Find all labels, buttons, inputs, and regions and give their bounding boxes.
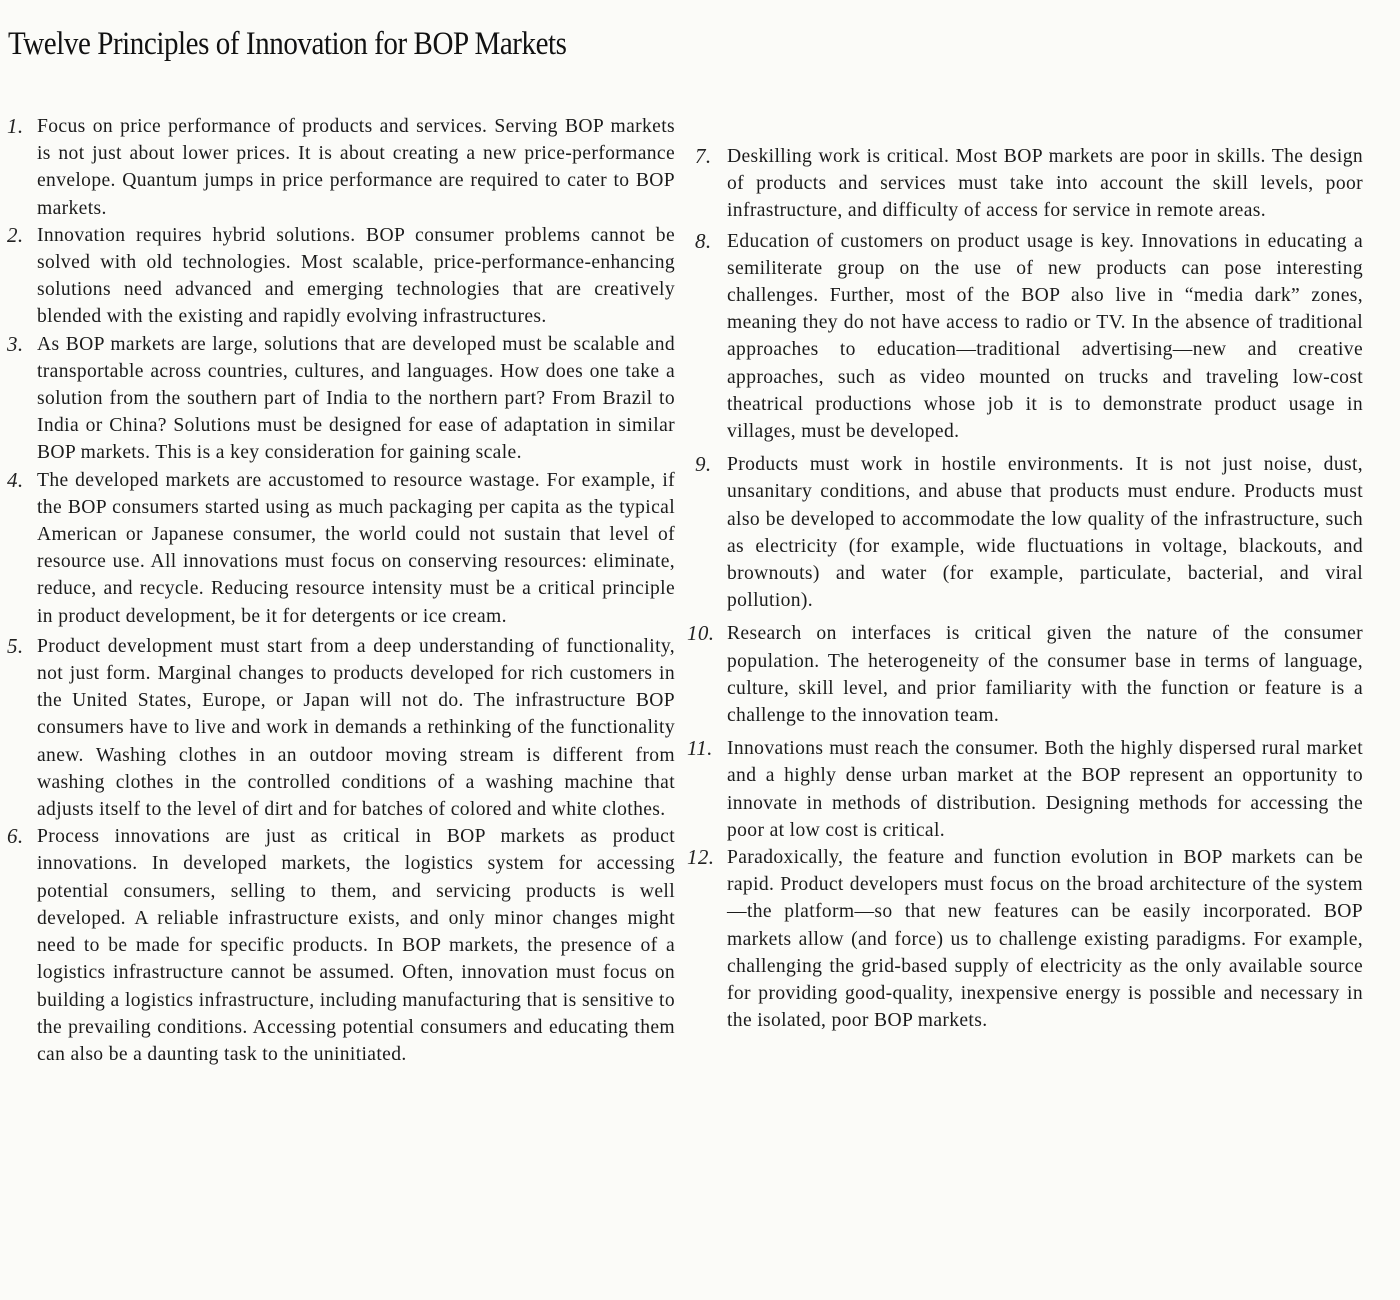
principle-item-12 [687,844,1363,1034]
principle-text: The developed markets are accustomed to resource wastage. For example, if the BOP consumers started using as much packaging per capita as the typical American or Japanese consumer, the world could not sustain that level of resource use. All innovations must focus on conserving resources: eliminate, reduce, and recycle. Reducing resource intensity must be a critical principle in product development, be it for detergents or ice cream. [37,469,675,627]
principle-number: 10. [687,621,715,646]
principle-text: Product development must start from a deep understanding of functionality, not just form. Marginal changes to products developed for rich customers in the United States, Europe, or Japan will not do. The infrastructure BOP consumers have to live and work in demands a rethinking of the functionality anew. Washing clothes in an outdoor moving stream is different from washing clothes in the controlled conditions of a washing machine that adjusts itself to the level of dirt and for batches of colored and white clothes. [37,635,675,821]
principle-item-1 [7,113,675,222]
principle-item-2 [7,222,675,331]
page-title: Twelve Principles of Innovation for BOP Markets [8,26,567,62]
principle-text: Education of customers on product usage is key. Innovations in educating a semiliterate group on the use of new products can pose interesting challenges. Further, most of the BOP also live in “media dark” zones, meaning they do not have access to radio or TV. In the absence of traditional approaches to education—traditional advertising—new and creative approaches, such as video mounted on trucks and traveling low-cost theatrical productions whose job it is to demonstrate product usage in villages, must be developed. [727,230,1363,443]
principle-item-7 [695,143,1363,225]
principle-item-5 [7,633,675,823]
principle-item-9 [695,451,1363,614]
principle-text: Paradoxically, the feature and function evolution in BOP markets can be rapid. Product developers must focus on the broad architecture of the system—the platform—so that new features can be easily incorporated. BOP markets allow (and force) us to challenge existing paradigms. For example, challenging the grid-based supply of electricity as the only available source for providing good-quality, inexpensive energy is possible and necessary in the isolated, poor BOP markets. [727,847,1363,1032]
principle-item-10 [687,620,1363,729]
principle-item-3 [7,331,675,467]
principle-number: 11. [687,736,713,761]
principle-text: Products must work in hostile environments. It is not just noise, dust, unsanitary conditions, and abuse that products must endure. Products must also be developed to accommodate the low quality of the infrastructure, such as electricity (for example, wide fluctuations in voltage, blackouts, and brownouts) and water (for example, particulate, bacterial, and viral pollution). [727,454,1363,612]
principle-number: 2. [7,222,24,247]
principle-item-6 [7,823,675,1068]
principle-text: Process innovations are just as critical in BOP markets as product innovations. In developed markets, the logistics system for accessing potential consumers, selling to them, and servicing products is well developed. A reliable infrastructure exists, and only minor changes might need to be made for specific products. In BOP markets, the presence of a logistics infrastructure cannot be assumed. Often, innovation must focus on building a logistics infrastructure, including manufacturing that is sensitive to the prevailing conditions. Accessing potential consumers and educating them can also be a daunting task to the uninitiated. [37,826,675,1065]
principle-number: 1. [7,114,24,138]
principle-text: Focus on price performance of products and services. Serving BOP markets is not just about lower prices. It is about creating a new price-performance envelope. Quantum jumps in price performance are required to cater to BOP markets. [37,116,675,219]
principle-text: As BOP markets are large, solutions that are developed must be scalable and transportable across countries, cultures, and languages. How does one take a solution from the southern part of India to the northern part? From Brazil to India or China? Solutions must be designed for ease of adaptation in similar BOP markets. This is a key consideration for gaining scale. [37,333,675,464]
principle-number: 4. [7,467,24,492]
principle-number: 7. [695,144,712,168]
principle-text: Deskilling work is critical. Most BOP markets are poor in skills. The design of products and services must take into account the skill levels, poor infrastructure, and difficulty of access for service in remote areas. [727,146,1363,222]
principle-number: 9. [695,452,712,477]
principle-number: 12. [687,845,715,870]
principle-text: Innovations must reach the consumer. Both the highly dispersed rural market and a highly dense urban market at the BOP represent an opportunity to innovate in methods of distribution. Designing methods for accessing the poor at low cost is critical. [727,738,1363,841]
principle-text: Research on interfaces is critical given the nature of the consumer population. The heterogeneity of the consumer base in terms of language, culture, skill level, and prior familiarity with the function or feature is a challenge to the innovation team. [727,623,1363,727]
principle-item-11 [687,735,1363,844]
principle-number: 5. [7,633,24,658]
right-column [687,143,1363,1035]
left-column [7,113,675,1068]
principle-text: Innovation requires hybrid solutions. BOP consumer problems cannot be solved with old technologies. Most scalable, price-performance-enhancing solutions need advanced and emerging technologies that are creatively blended with the existing and rapidly evolving infrastructures. [37,224,675,328]
principle-number: 8. [695,228,712,253]
principle-item-8 [695,228,1363,446]
principle-number: 6. [7,824,24,849]
principle-item-4 [7,467,675,630]
principle-number: 3. [7,331,24,356]
